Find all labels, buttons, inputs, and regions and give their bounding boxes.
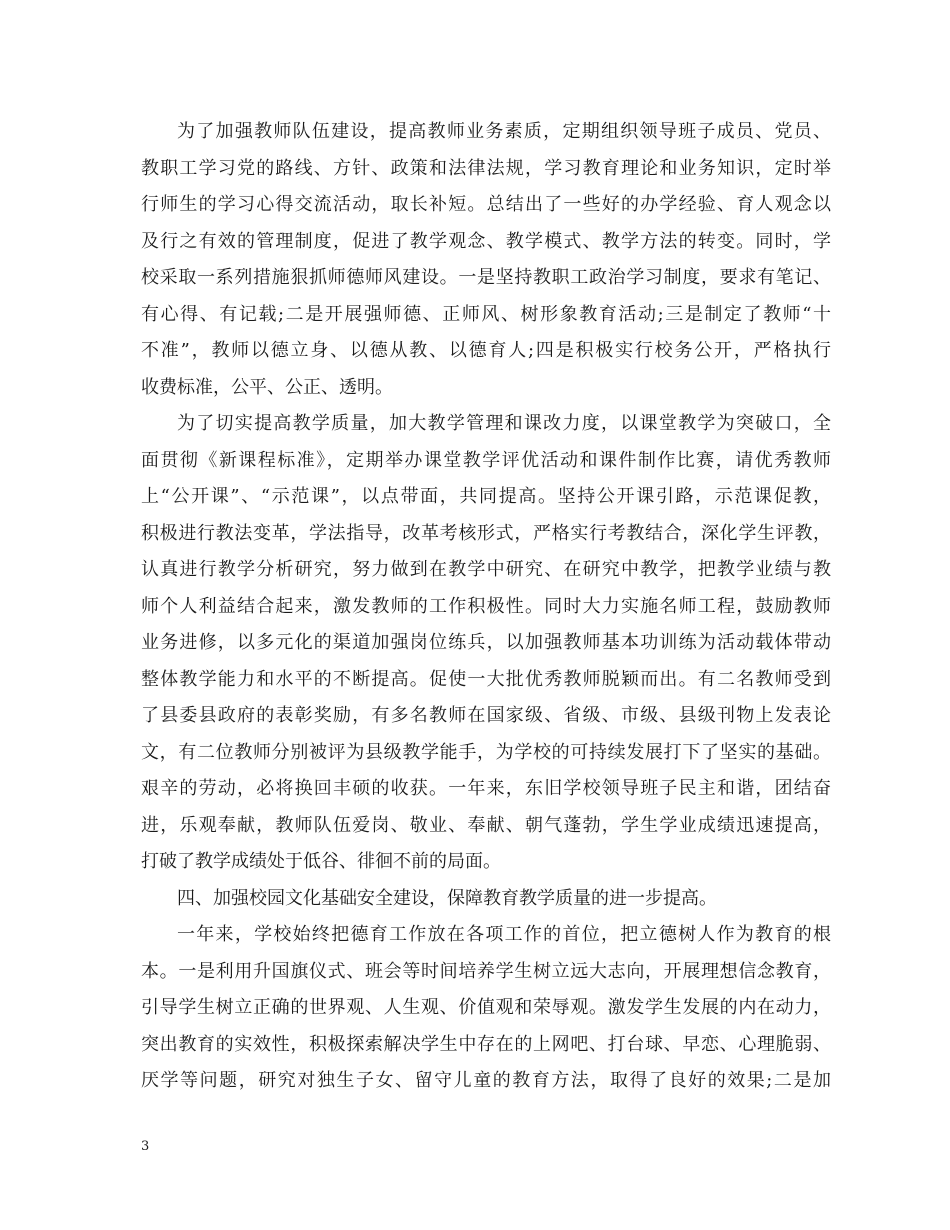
paragraph-line: 业务进修，以多元化的渠道加强岗位练兵，以加强教师基本功训练为活动载体带动 bbox=[141, 632, 831, 653]
paragraph-line: 本。一是利用升国旗仪式、班会等时间培养学生树立远大志向，开展理想信念教育， bbox=[141, 960, 831, 982]
page-number: 3 bbox=[141, 1139, 150, 1154]
paragraph-line: 及行之有效的管理制度，促进了教学观念、教学模式、教学方法的转变。同时，学 bbox=[141, 230, 831, 252]
paragraph-line: 收费标准，公平、公正、透明。 bbox=[141, 376, 393, 398]
paragraph-line: 了县委县政府的表彰奖励，有多名教师在国家级、省级、市级、县级刊物上发表论 bbox=[141, 705, 831, 726]
paragraph-line: 打破了教学成绩处于低谷、徘徊不前的局面。 bbox=[141, 851, 501, 872]
paragraph-line: 认真进行教学分析研究，努力做到在教学中研究、在研究中教学，把教学业绩与教 bbox=[141, 559, 831, 580]
paragraph-line: 为了加强教师队伍建设，提高教师业务素质，定期组织领导班子成员、党员、 bbox=[177, 121, 831, 142]
paragraph-line: 教职工学习党的路线、方针、政策和法律法规，学习教育理论和业务知识，定时举 bbox=[141, 157, 831, 179]
paragraph-line: 校采取一系列措施狠抓师德师风建设。一是坚持教职工政治学习制度，要求有笔记、 bbox=[141, 267, 831, 288]
paragraph-line: 有心得、有记载;二是开展强师德、正师风、树形象教育活动;三是制定了教师“十 bbox=[141, 303, 831, 325]
paragraph-line: 不准”，教师以德立身、以德从教、以德育人;四是积极实行校务公开，严格执行 bbox=[141, 340, 831, 361]
paragraph-line: 师个人利益结合起来，激发教师的工作积极性。同时大力实施名师工程，鼓励教师 bbox=[141, 595, 831, 617]
body-text bbox=[141, 114, 831, 1100]
paragraph-line: 积极进行教法变革，学法指导，改革考核形式，严格实行考教结合，深化学生评教， bbox=[141, 522, 831, 544]
paragraph-line: 厌学等问题，研究对独生子女、留守儿童的教育方法，取得了良好的效果;二是加 bbox=[141, 1070, 831, 1091]
section-heading: 四、加强校园文化基础安全建设，保障教育教学质量的进一步提高。 bbox=[177, 887, 717, 909]
paragraph-line: 引导学生树立正确的世界观、人生观、价值观和荣辱观。激发学生发展的内在动力， bbox=[141, 997, 831, 1018]
paragraph-line: 进，乐观奉献，教师队伍爱岗、敬业、奉献、朝气蓬勃，学生学业成绩迅速提高， bbox=[141, 814, 831, 836]
paragraph-line: 整体教学能力和水平的不断提高。促使一大批优秀教师脱颖而出。有二名教师受到 bbox=[141, 668, 831, 690]
paragraph-line: 文，有二位教师分别被评为县级教学能手，为学校的可持续发展打下了坚实的基础。 bbox=[141, 741, 831, 763]
paragraph-line: 面贯彻《新课程标准》，定期举办课堂教学评优活动和课件制作比赛，请优秀教师 bbox=[141, 449, 831, 471]
paragraph-line: 行师生的学习心得交流活动，取长补短。总结出了一些好的办学经验、育人观念以 bbox=[141, 194, 831, 215]
paragraph-line: 上“公开课”、“示范课”，以点带面，共同提高。坚持公开课引路，示范课促教， bbox=[141, 486, 831, 507]
paragraph-line: 艰辛的劳动，必将换回丰硕的收获。一年来，东旧学校领导班子民主和谐，团结奋 bbox=[141, 778, 831, 799]
paragraph-line: 一年来，学校始终把德育工作放在各项工作的首位，把立德树人作为教育的根 bbox=[177, 924, 831, 945]
paragraph-line: 突出教育的实效性，积极探索解决学生中存在的上网吧、打台球、早恋、心理脆弱、 bbox=[141, 1033, 831, 1055]
paragraph-line: 为了切实提高教学质量，加大教学管理和课改力度，以课堂教学为突破口，全 bbox=[177, 413, 831, 434]
